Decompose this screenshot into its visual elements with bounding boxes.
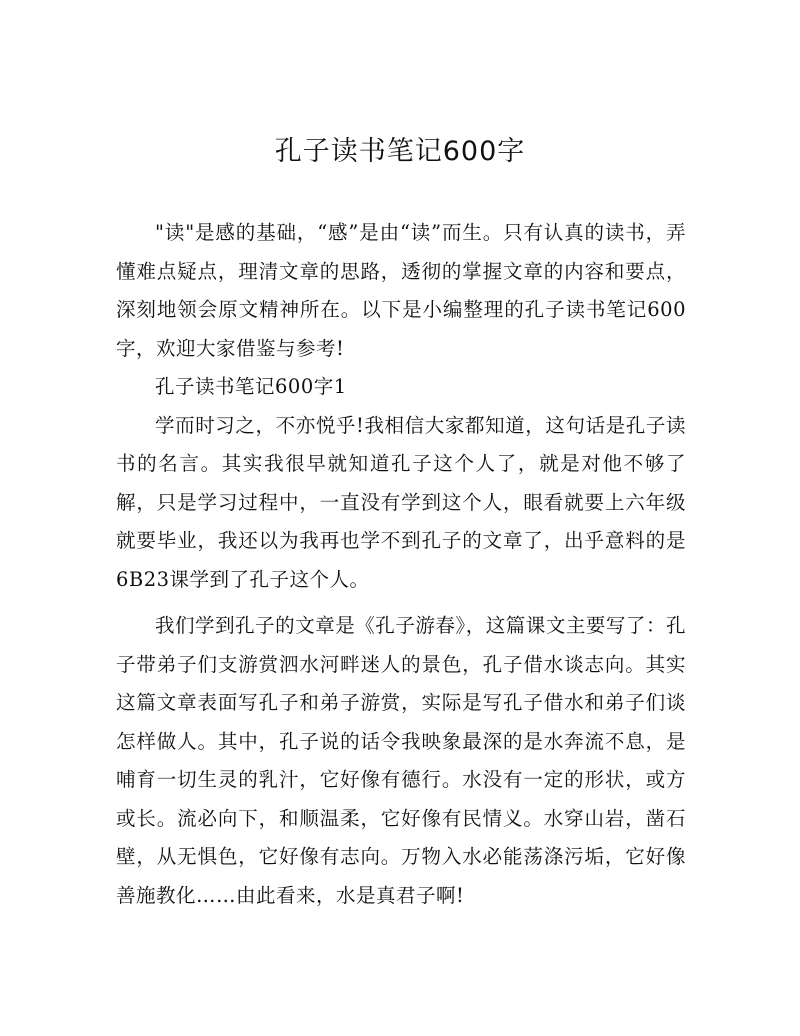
section-heading: 孔子读书笔记600字1 [155, 375, 347, 398]
body-paragraph-2: 我们学到孔子的文章是《孔子游春》，这篇课文主要写了：孔子带弟子们支游赏泗水河畔迷人的景色，孔子借水谈志向。其实这篇文章表面写孔子和弟子游赏，实际是写孔子借水和弟子们谈怎样做人。其中，孔子说的话令我映象最深的是水奔流不息，是哺育一切生灵的乳汁，它好像有德行。水没有一定的形状，或方或长。流必向下，和顺温柔，它好像有民情义。水穿山岩，凿石壁，从无惧色，它好像有志向。万物入水必能荡涤污垢，它好像善施教化……由此看来，水是真君子啊! [116, 614, 686, 907]
body-paragraph-1: 学而时习之，不亦悦乎!我相信大家都知道，这句话是孔子读书的名言。其实我很早就知道孔子这个人了，就是对他不够了解，只是学习过程中，一直没有学到这个人，眼看就要上六年级就要毕业，我还以为我再也学不到孔子的文章了，出乎意料的是6B23课学到了孔子这个人。 [116, 413, 686, 591]
document-title: 孔子读书笔记600字 [274, 136, 526, 167]
intro-paragraph: "读"是感的基础，“感”是由“读”而生。只有认真的读书，弄懂难点疑点，理清文章的思路，透彻的掌握文章的内容和要点，深刻地领会原文精神所在。以下是小编整理的孔子读书笔记600字，欢迎大家借鉴与参考! [116, 221, 686, 360]
document-body [116, 214, 686, 915]
